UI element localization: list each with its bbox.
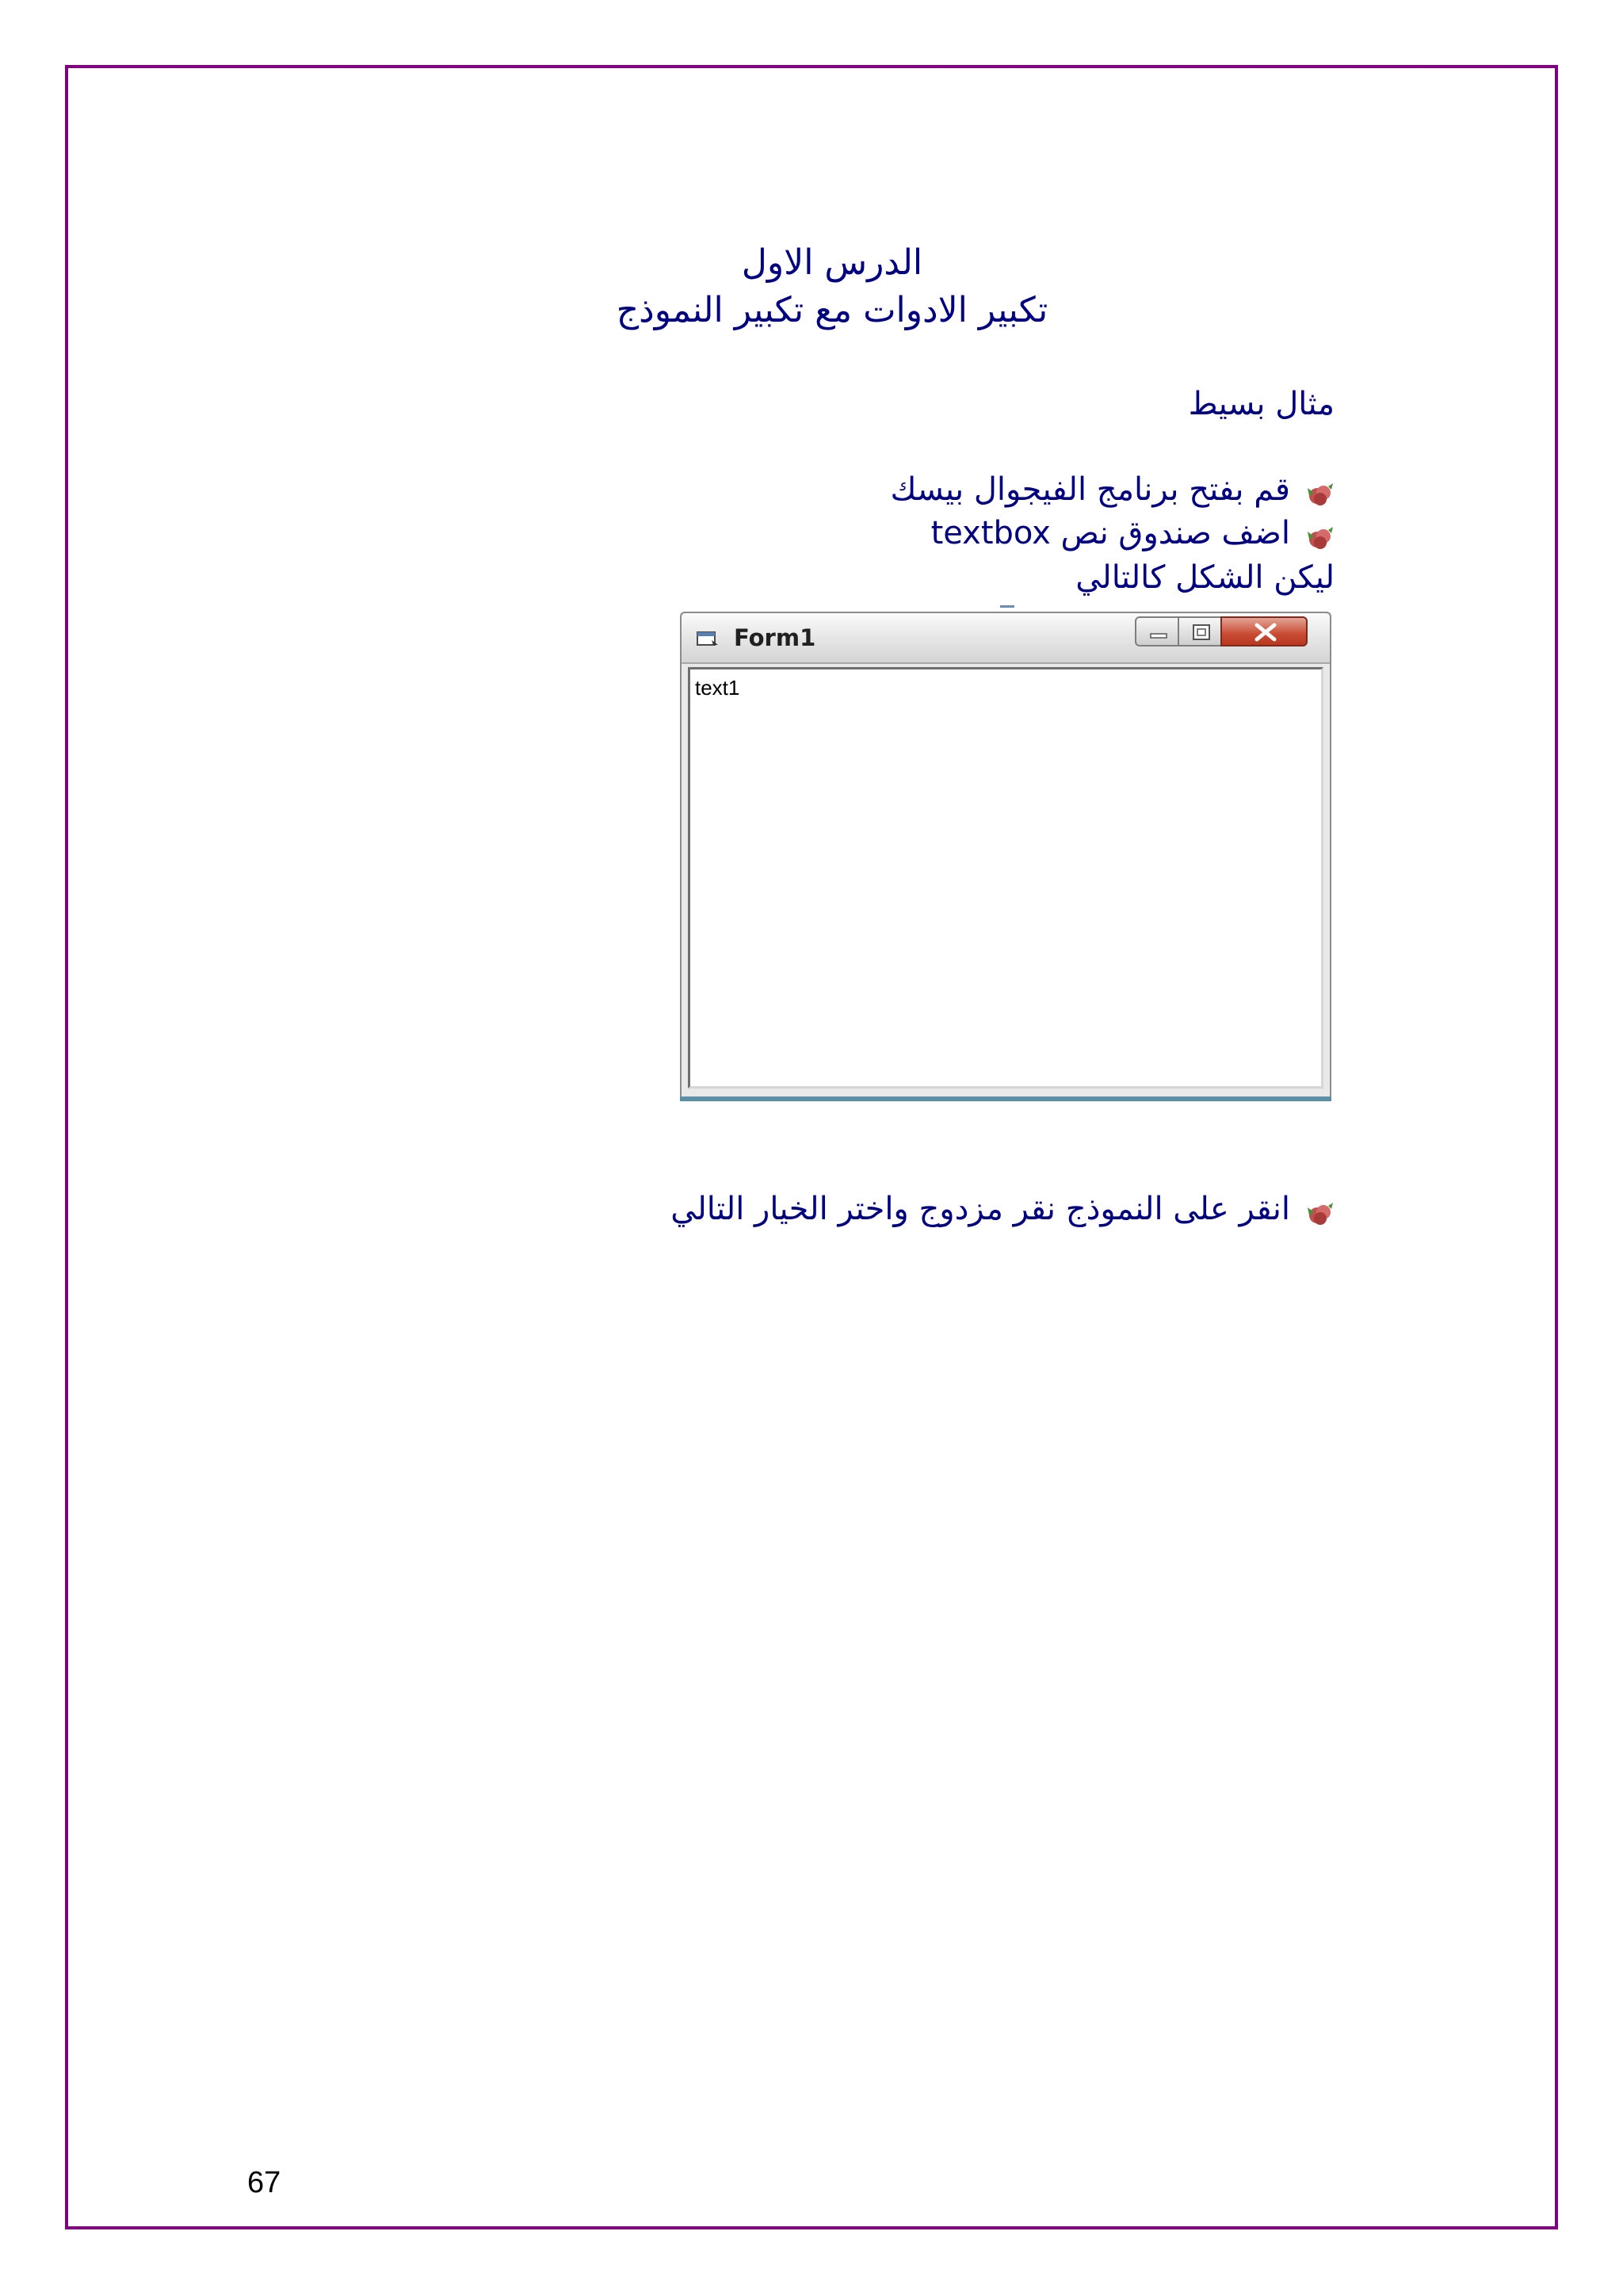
flower-bullet-icon bbox=[1304, 1198, 1335, 1223]
step-text-plain: ليكن الشكل كالتالي bbox=[1075, 559, 1335, 596]
step-item bbox=[891, 471, 1335, 508]
form-client-area[interactable] bbox=[688, 667, 1323, 1089]
minimize-button[interactable] bbox=[1135, 616, 1179, 646]
page-number: 67 bbox=[247, 2166, 281, 2199]
window-bottom-edge bbox=[680, 1097, 1331, 1101]
step-item bbox=[931, 515, 1335, 551]
flower-bullet-icon bbox=[1304, 479, 1335, 504]
window-title: Form1 bbox=[734, 624, 816, 651]
lesson-subtitle: تكبير الادوات مع تكبير النموذج bbox=[616, 290, 1048, 330]
vb-form-window[interactable] bbox=[680, 612, 1331, 1100]
step-item bbox=[670, 1191, 1335, 1227]
maximize-button[interactable] bbox=[1178, 616, 1222, 646]
close-button[interactable] bbox=[1220, 616, 1308, 646]
example-heading: مثال بسيط bbox=[1188, 386, 1335, 422]
flower-bullet-icon bbox=[1304, 522, 1335, 547]
step-text: انقر على النموذج نقر مزدوج واختر الخيار التالي bbox=[670, 1191, 1290, 1227]
step-text: اضف صندوق نص textbox bbox=[930, 515, 1290, 551]
decorative-dash bbox=[1000, 605, 1014, 608]
step-text: قم بفتح برنامج الفيجوال بيسك bbox=[890, 471, 1290, 508]
form-icon bbox=[696, 629, 720, 648]
lesson-title: الدرس الاول bbox=[741, 242, 923, 283]
window-titlebar[interactable] bbox=[682, 613, 1330, 664]
textbox-text1[interactable]: text1 bbox=[695, 676, 740, 700]
